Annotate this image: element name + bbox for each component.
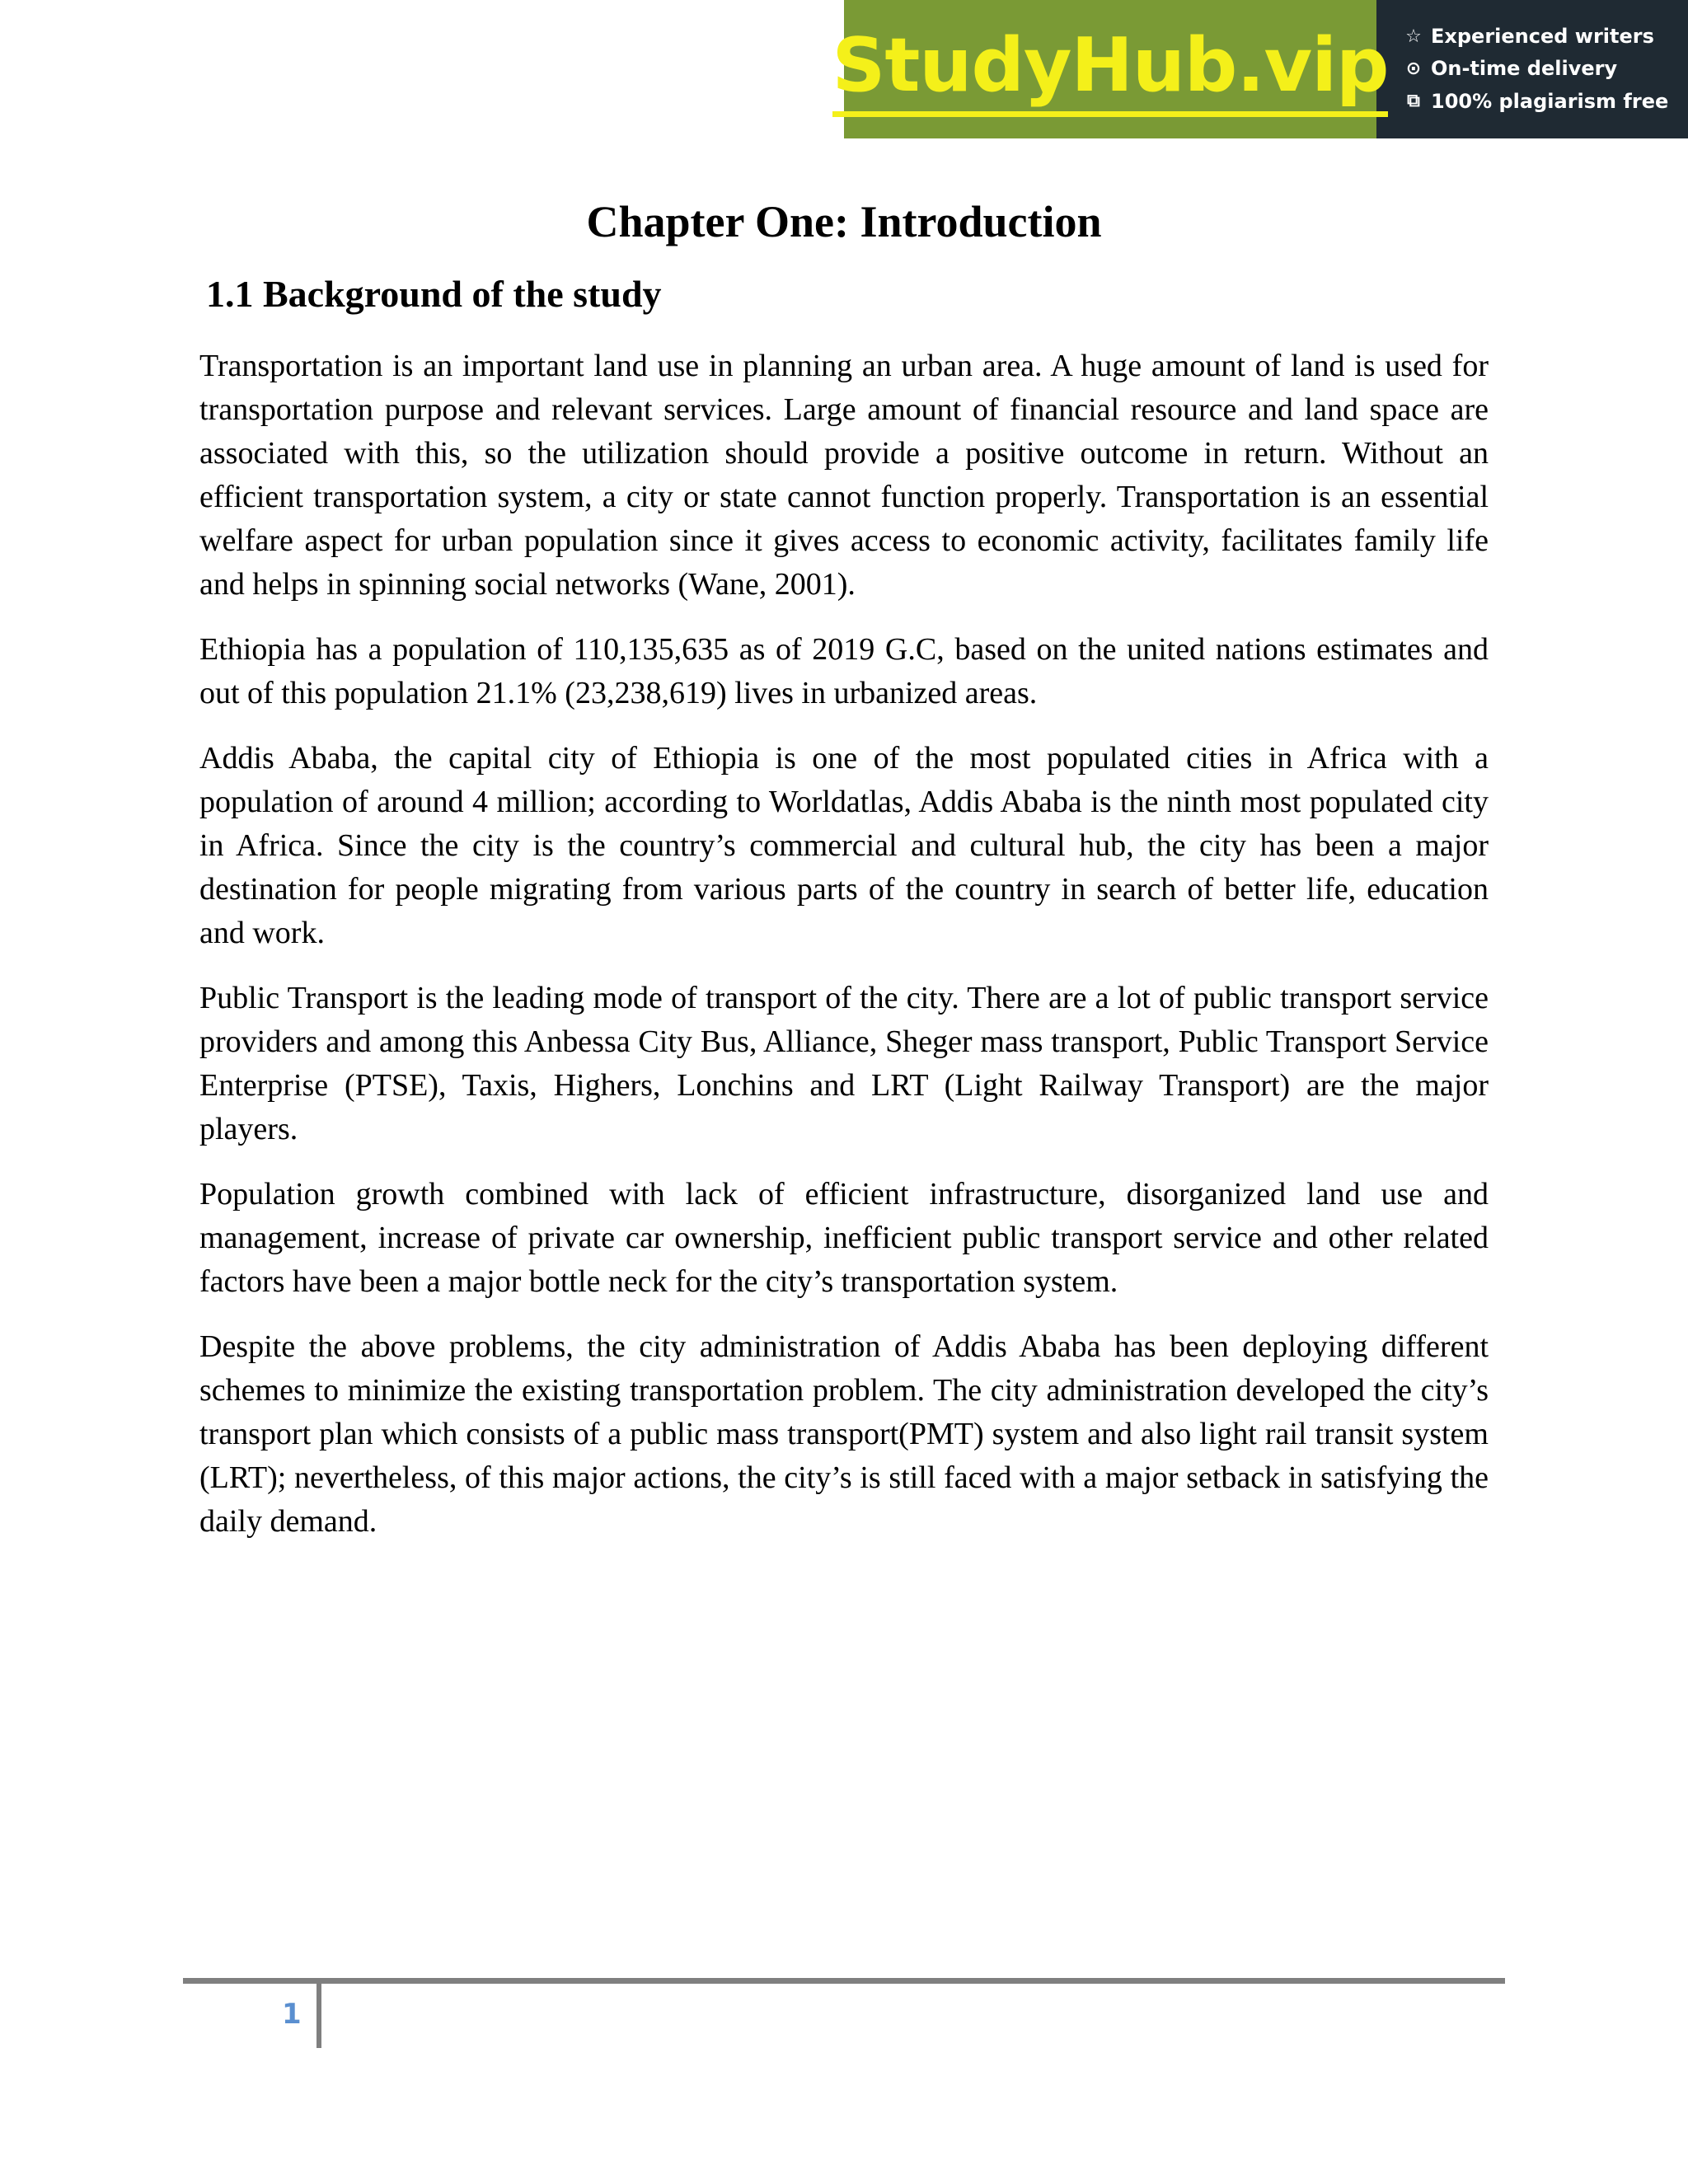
paragraph: Despite the above problems, the city administration of Addis Ababa has been deploying different schemes to minimize the existing transportation problem. The city administration developed the city’s transport plan which consists of a public mass transport(PMT) system and also light rail transit system (LRT); nevertheless, of this major actions, the city’s is still faced with a major setback in satisfying the daily demand. bbox=[199, 1329, 1489, 1539]
footer-vertical-divider bbox=[316, 1984, 321, 2048]
copy-icon: ⧉ bbox=[1407, 90, 1420, 111]
studyhub-logo[interactable] bbox=[832, 0, 1389, 138]
feature-on-time-delivery bbox=[1403, 56, 1688, 82]
paragraph: Population growth combined with lack of efficient infrastructure, disorganized land use and management, increase of private car ownership, inefficient public transport service and other related factors have been a major bottle neck for the city’s transportation system. bbox=[199, 1177, 1489, 1299]
feature-experienced-writers bbox=[1403, 24, 1688, 49]
paragraph: Transportation is an important land use in planning an urban area. A huge amount of land is used for transportation purpose and relevant services. Large amount of financial resource and land space are associated with this, so the utilization should provide a positive outcome in return. Without an efficient transportation system, a city or state cannot function properly. Transportation is an essential welfare aspect for urban population since it gives access to economic activity, facilitates family life and helps in spinning social networks (Wane, 2001). bbox=[199, 349, 1489, 602]
footer-divider bbox=[183, 1978, 1505, 1984]
logo-text: StudyHub.vip bbox=[832, 29, 1389, 117]
paragraph: Addis Ababa, the capital city of Ethiopia is one of the most populated cities in Africa with a population of around 4 million; according to Worldatlas, Addis Ababa is the ninth most populated city in Africa. Since the city is the country’s commercial and cultural hub, the city has been a major destination for people migrating from various parts of the country in search of better life, education and work. bbox=[199, 741, 1489, 950]
star-icon: ☆ bbox=[1405, 26, 1422, 47]
feature-label: 100% plagiarism free bbox=[1431, 89, 1669, 113]
document-body bbox=[199, 344, 1489, 1565]
chapter-title: Chapter One: Introduction bbox=[586, 197, 1102, 246]
feature-plagiarism-free bbox=[1403, 89, 1688, 115]
studyhub-banner[interactable] bbox=[832, 0, 1688, 138]
page-number: 1 bbox=[282, 1998, 302, 2031]
paragraph: Public Transport is the leading mode of transport of the city. There are a lot of public transport service providers and among this Anbessa City Bus, Alliance, Sheger mass transport, Public Transport Service Enterprise (PTSE), Taxis, Highers, Lonchins and LRT (Light Railway Transport) are the major players. bbox=[199, 981, 1489, 1146]
section-title: 1.1 Background of the study bbox=[206, 273, 662, 315]
paragraph: Ethiopia has a population of 110,135,635 as of 2019 G.C, based on the united nations estimates and out of this population 21.1% (23,238,619) lives in urbanized areas. bbox=[199, 632, 1489, 710]
banner-features bbox=[1376, 0, 1688, 138]
clock-icon: ⊙ bbox=[1405, 58, 1422, 79]
feature-label: Experienced writers bbox=[1431, 25, 1654, 49]
feature-label: On-time delivery bbox=[1431, 57, 1618, 81]
